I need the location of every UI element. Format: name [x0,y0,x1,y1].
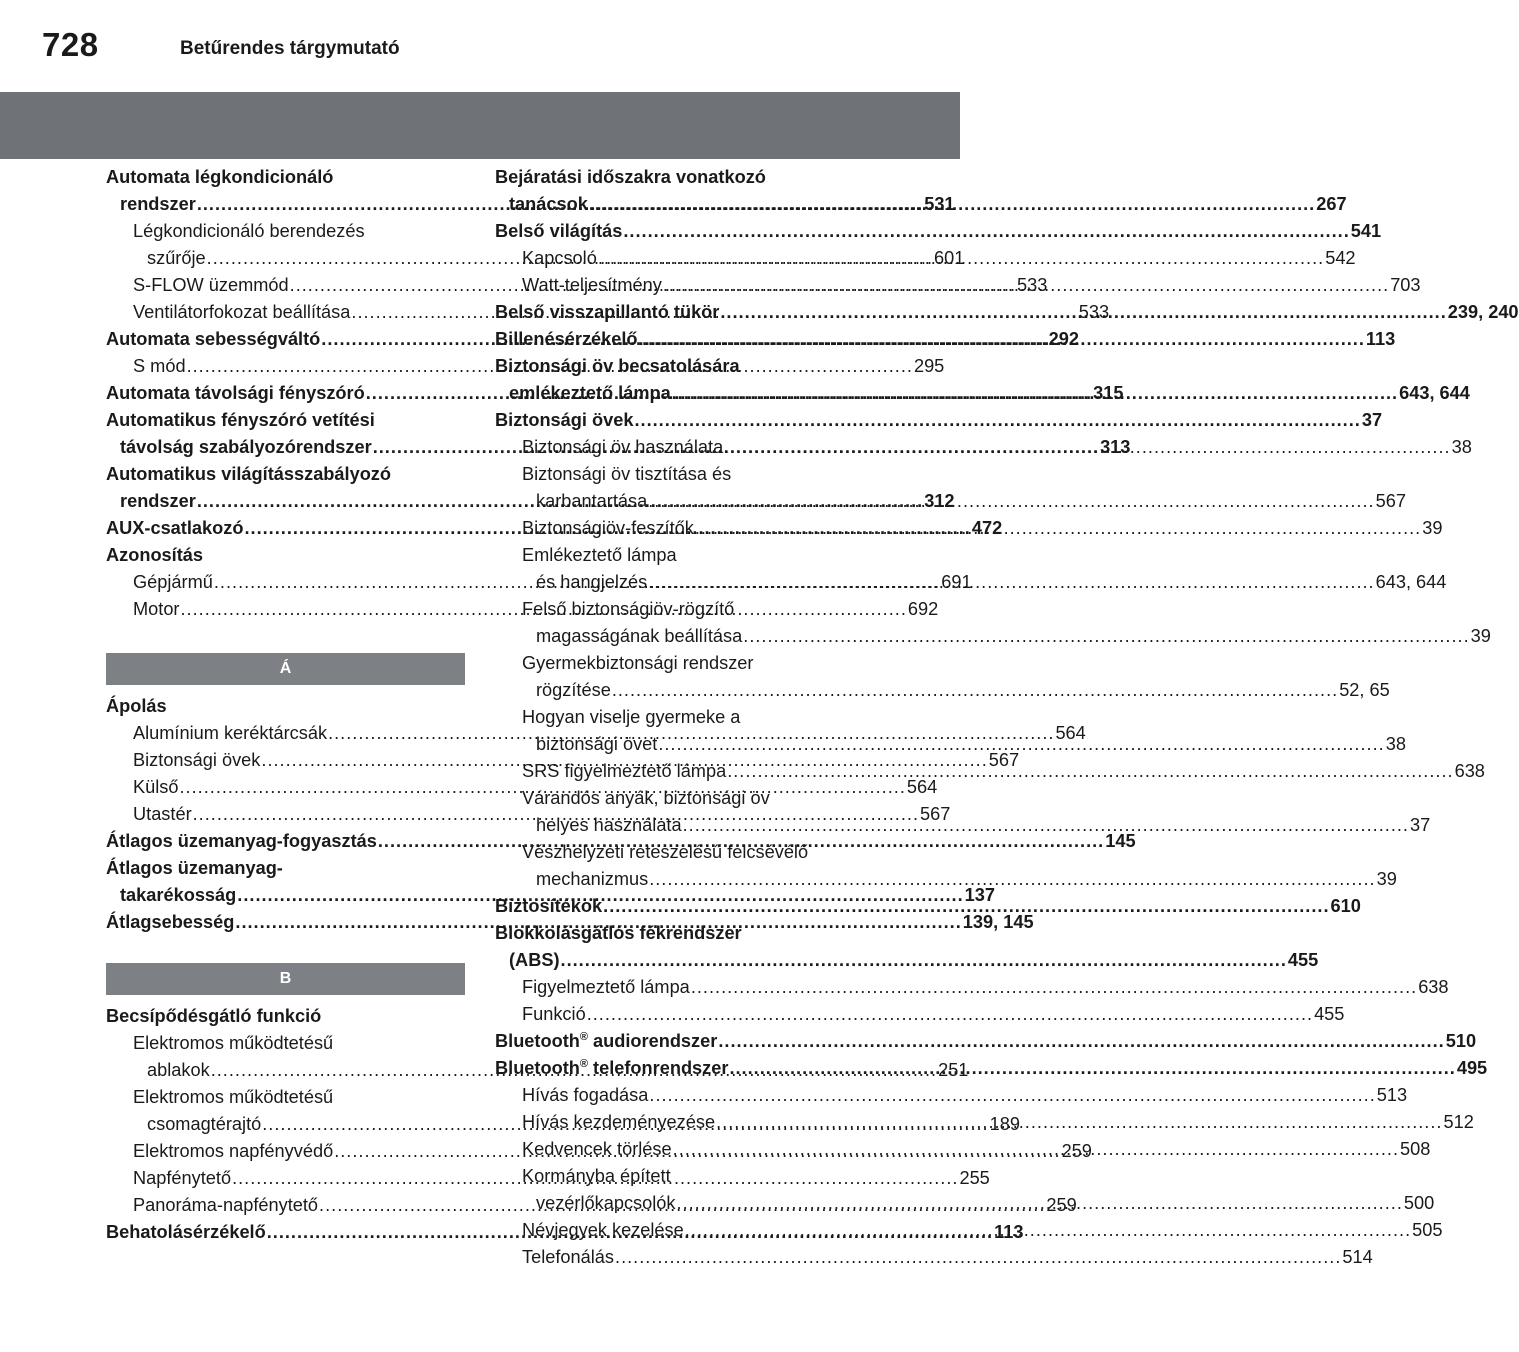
index-subentry: Panoráma-napfénytető ..... 259 [106,1192,465,1219]
index-entry: Átlagos üzemanyag-fogyasztás ..... 145 [106,828,465,855]
index-subentry: Alumínium keréktárcsák ..... 564 [106,720,465,747]
index-subentry: Kormányba épített vezérlőkapcsolók ..... 500 [495,1163,843,1217]
index-subentry: Emlékeztető lámpa és hangjelzés ..... 643, 644 [495,542,843,596]
index-subentry: Biztonságiöv-feszítők ..... 39 [495,515,843,542]
index-subentry: Biztonsági öv tisztítása és karbantartása ..... 567 [495,461,843,515]
index-entry: Bluetooth® audiorendszer ..... 510 [495,1028,843,1055]
index-entry: Becsípődésgátló funkció [106,1006,322,1026]
index-subentry: Hogyan viselje gyermeke a biztonsági övet ..... 38 [495,704,843,758]
index-entry: Biztonsági öv becsatolására emlékeztető lámpa ..... 643, 644 [495,353,843,407]
index-entry: Billenésérzékelő ..... 113 [495,326,843,353]
index-entry: Bejáratási időszakra vonatkozó tanácsok ..... 267 [495,164,843,218]
index-subentry: Watt-teljesítmény ..... 703 [495,272,843,299]
index-subentry: Felső biztonságiöv-rögzítő magasságának beállítása ..... 39 [495,596,843,650]
index-entry: Automatikus világításszabályozó rendszer ..... 312 [106,461,465,515]
index-subentry: Funkció ..... 455 [495,1001,843,1028]
index-subentry: Kapcsoló ..... 542 [495,245,843,272]
page-header [0,0,960,74]
index-subentry: Kedvencek törlése ..... 508 [495,1136,843,1163]
index-entry: Automata légkondicionáló rendszer ..... 531 [106,164,465,218]
index-subentry: Elektromos működtetésű csomagtérajtó ..... 189 [106,1084,465,1138]
index-subentry: Elektromos működtetésű ablakok ..... 251 [106,1030,465,1084]
index-subentry: S-FLOW üzemmód ..... 533 [106,272,465,299]
index-entry: Ápolás [106,696,167,716]
index-subentry: Hívás fogadása ..... 513 [495,1082,843,1109]
index-entry: AUX-csatlakozó ..... 472 [106,515,465,542]
page-title: Betűrendes tárgymutató [180,38,400,59]
index-entry: Biztonsági övek ..... 37 [495,407,843,434]
index-subentry: Névjegyek kezelése ..... 505 [495,1217,843,1244]
index-subentry: Biztonsági övek ..... 567 [106,747,465,774]
header-band [0,92,960,159]
index-entry: Átlagos üzemanyag- takarékosság ..... 137 [106,855,465,909]
index-subentry: Hívás kezdeményezése ..... 512 [495,1109,843,1136]
index-subentry: Külső ..... 564 [106,774,465,801]
index-subentry: Légkondicionáló berendezés szűrője ..... 601 [106,218,465,272]
index-entry: Biztosítékok ..... 610 [495,893,843,920]
section-letter-heading: Á [106,653,465,685]
index-entry: Automata távolsági fényszóró ..... 315 [106,380,465,407]
index-entry: Azonosítás [106,545,204,565]
index-subentry: Napfénytető ..... 255 [106,1165,465,1192]
index-entry: Blokkolásgátlós fékrendszer (ABS) ..... 455 [495,920,843,974]
index-subentry: Ventilátorfokozat beállítása ..... 533 [106,299,465,326]
index-subentry: Gyermekbiztonsági rendszer rögzítése ..... 52, 65 [495,650,843,704]
index-entry: Automatikus fényszóró vetítési távolság szabályozórendszer ..... 313 [106,407,465,461]
index-entry: Átlagsebesség ..... 139, 145 [106,909,465,936]
section-letter-heading: B [106,963,465,995]
index-subentry: Elektromos napfényvédő ..... 259 [106,1138,465,1165]
index-subentry: SRS figyelmeztető lámpa ..... 638 [495,758,843,785]
page-number: 728 [42,26,99,63]
index-subentry: Telefonálás ..... 514 [495,1244,843,1271]
index-subentry: Motor ..... 692 [106,596,465,623]
index-subentry: Várandós anyák, biztonsági öv helyes használata ..... 37 [495,785,843,839]
index-subentry: Utastér ..... 567 [106,801,465,828]
index-subentry: Gépjármű ..... 691 [106,569,465,596]
index-entry: Bluetooth® telefonrendszer ..... 495 [495,1055,843,1082]
index-entry: Belső visszapillantó tükör ..... 239, 240 [495,299,843,326]
index-entry: Automata sebességváltó ..... 292 [106,326,465,353]
index-entry: Behatolásérzékelő ..... 113 [106,1219,465,1246]
index-subentry: Figyelmeztető lámpa ..... 638 [495,974,843,1001]
index-entry: Belső világítás ..... 541 [495,218,843,245]
index-subentry: Biztonsági öv használata ..... 38 [495,434,843,461]
index-subentry: S mód ..... 295 [106,353,465,380]
index-subentry: Vészhelyzeti reteszelésű felcsévélő mechanizmus ..... 39 [495,839,843,893]
